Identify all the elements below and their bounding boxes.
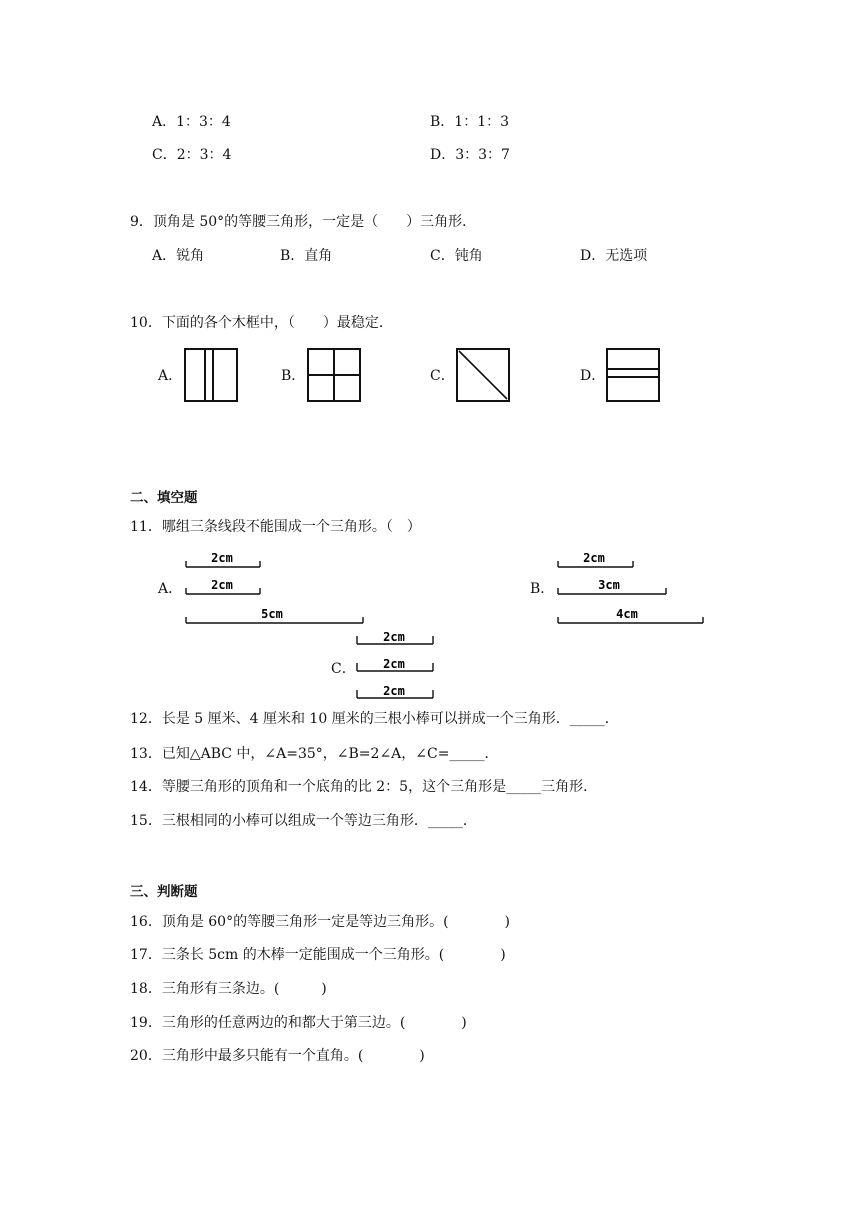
q17-text: 17．三条长 5cm 的木棒一定能围成一个三角形。( ) bbox=[130, 947, 506, 963]
q8-option-b: B．1：1：3 bbox=[430, 114, 510, 130]
q18-text: 18．三角形有三条边。( ) bbox=[130, 981, 327, 997]
segment-b-1-label: 2cm bbox=[583, 551, 605, 565]
segment-a-2 bbox=[186, 578, 260, 594]
q8-option-c: C．2：3：4 bbox=[152, 147, 232, 163]
q9-option-c: C．钝角 bbox=[430, 248, 483, 264]
q20-text: 20．三角形中最多只能有一个直角。( ) bbox=[130, 1048, 425, 1064]
q11-text: 11．哪组三条线段不能围成一个三角形。（ ） bbox=[130, 519, 421, 535]
q10-text: 10．下面的各个木框中，（ ）最稳定． bbox=[130, 315, 393, 331]
q11-label-a: A． bbox=[158, 581, 183, 597]
q10-label-d: D． bbox=[580, 368, 606, 384]
segment-c-3 bbox=[357, 684, 433, 698]
segment-a-3-label: 5cm bbox=[261, 607, 283, 621]
segment-b-2-label: 3cm bbox=[598, 578, 620, 592]
segment-a-2-label: 2cm bbox=[211, 578, 233, 592]
q11-group-a-figure bbox=[182, 550, 372, 630]
segment-b-2 bbox=[558, 578, 666, 594]
segment-c-3-label: 2cm bbox=[383, 684, 405, 698]
q12-text: 12．长是 5 厘米、4 厘米和 10 厘米的三根小棒可以拼成一个三角形．_____． bbox=[130, 711, 619, 727]
segment-a-1-label: 2cm bbox=[211, 551, 233, 565]
q15-text: 15．三根相同的小棒可以组成一个等边三角形．_____． bbox=[130, 813, 477, 829]
segment-c-1-label: 2cm bbox=[383, 630, 405, 644]
q8-option-d: D．3：3：7 bbox=[430, 147, 510, 163]
q10-label-c: C． bbox=[430, 368, 455, 384]
q11-label-c: C． bbox=[331, 661, 356, 677]
q13-text: 13．已知△ABC 中，∠A=35°，∠B=2∠A，∠C=_____． bbox=[130, 746, 499, 762]
q11-label-b: B． bbox=[530, 581, 555, 597]
frame-b-figure bbox=[307, 348, 361, 402]
frame-a-figure bbox=[184, 348, 238, 402]
q9-option-d: D．无选项 bbox=[580, 248, 648, 264]
q10-label-b: B． bbox=[281, 368, 306, 384]
q9-option-a: A．锐角 bbox=[152, 248, 205, 264]
q14-text: 14．等腰三角形的顶角和一个底角的比 2：5，这个三角形是_____三角形． bbox=[130, 779, 598, 795]
segment-a-3 bbox=[186, 607, 363, 623]
segment-a-1 bbox=[186, 551, 260, 567]
q11-group-c-figure bbox=[354, 628, 444, 706]
segment-b-3-label: 4cm bbox=[616, 607, 638, 621]
segment-b-1 bbox=[558, 551, 633, 567]
q9-option-b: B．直角 bbox=[280, 248, 333, 264]
frame-d-figure bbox=[606, 348, 660, 402]
section-2-title: 二、填空题 bbox=[130, 490, 198, 506]
q9-text: 9．顶角是 50°的等腰三角形，一定是（ ）三角形． bbox=[130, 214, 477, 230]
segment-c-2-label: 2cm bbox=[383, 657, 405, 671]
section-3-title: 三、判断题 bbox=[130, 884, 198, 900]
q10-label-a: A． bbox=[158, 368, 183, 384]
frame-c-figure bbox=[456, 348, 510, 402]
q16-text: 16．顶角是 60°的等腰三角形一定是等边三角形。( ) bbox=[130, 914, 511, 930]
segment-c-2 bbox=[357, 657, 433, 671]
q8-option-a: A．1：3：4 bbox=[152, 114, 231, 130]
q19-text: 19．三角形的任意两边的和都大于第三边。( ) bbox=[130, 1015, 467, 1031]
segment-b-3 bbox=[558, 607, 703, 623]
segment-c-1 bbox=[357, 630, 433, 644]
q11-group-b-figure bbox=[554, 550, 714, 630]
